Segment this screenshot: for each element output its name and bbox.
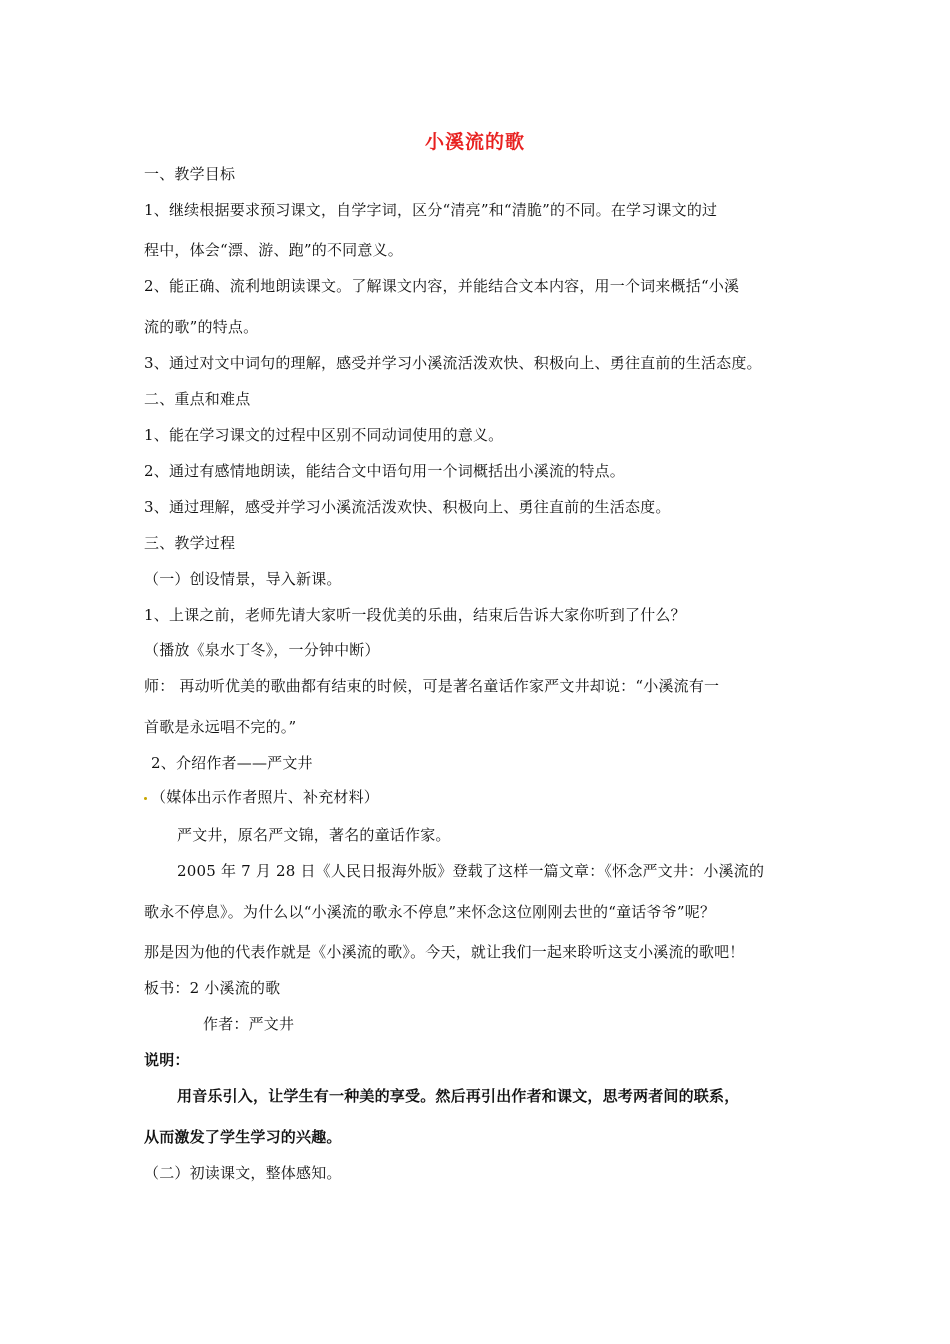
author-intro: 严文井，原名严文锦，著名的童话作家。 [177, 826, 451, 844]
article-line-3: 那是因为他的代表作就是《小溪流的歌》。今天，就让我们一起来聆听这支小溪流的歌吧！ [144, 943, 745, 961]
teacher-line-2: 首歌是永远唱不完的。” [144, 718, 297, 736]
teacher-line-1: 师： 再动听优美的歌曲都有结束的时候，可是著名童话作家严文井却说：“小溪流有一 [144, 677, 720, 695]
blackboard-title: 板书：2 小溪流的歌 [144, 979, 281, 997]
heading-teaching-process: 三、教学过程 [144, 534, 236, 552]
article-line-2: 歌永不停息》。为什么以“小溪流的歌永不停息”来怀念这位刚刚去世的“童话爷爷”呢？ [144, 903, 716, 921]
music-note: （播放《泉水丁冬》，一分钟中断） [144, 641, 380, 659]
heading-key-points: 二、重点和难点 [144, 390, 251, 408]
key-point-2: 2、通过有感情地朗读，能结合文中语句用一个词概括出小溪流的特点。 [144, 462, 625, 480]
key-point-3: 3、通过理解，感受并学习小溪流活泼欢快、积极向上、勇往直前的生活态度。 [144, 498, 671, 516]
article-line-1: 2005 年 7 月 28 日《人民日报海外版》登载了这样一篇文章：《怀念严文井：小溪流的 [177, 862, 765, 880]
explanation-label: 说明： [144, 1051, 190, 1069]
section-2-heading: （二）初读课文，整体感知。 [144, 1164, 342, 1182]
goal-2-line-1: 2、能正确、流利地朗读课文。了解课文内容，并能结合文本内容，用一个词来概括“小溪 [144, 277, 740, 295]
key-point-1: 1、能在学习课文的过程中区别不同动词使用的意义。 [144, 426, 504, 444]
heading-teaching-goals: 一、教学目标 [144, 165, 236, 183]
blackboard-author: 作者：严文井 [203, 1015, 295, 1033]
process-step-1: 1、上课之前，老师先请大家听一段优美的乐曲，结束后告诉大家你听到了什么？ [144, 606, 686, 624]
goal-1-line-2: 程中，体会“漂、游、跑”的不同意义。 [144, 241, 403, 259]
highlight-dot [144, 797, 147, 800]
process-step-2: 2、介绍作者——严文井 [151, 754, 313, 772]
explanation-line-2: 从而激发了学生学习的兴趣。 [144, 1128, 342, 1146]
goal-3: 3、通过对文中词句的理解，感受并学习小溪流活泼欢快、积极向上、勇往直前的生活态度。 [144, 354, 762, 372]
section-1-heading: （一）创设情景，导入新课。 [144, 570, 342, 588]
explanation-line-1: 用音乐引入，让学生有一种美的享受。然后再引出作者和课文，思考两者间的联系， [177, 1087, 740, 1105]
document-title: 小溪流的歌 [424, 131, 525, 153]
goal-2-line-2: 流的歌”的特点。 [144, 318, 259, 336]
goal-1-line-1: 1、继续根据要求预习课文，自学字词，区分“清亮”和“清脆”的不同。在学习课文的过 [144, 201, 718, 219]
media-note: （媒体出示作者照片、补充材料） [151, 788, 380, 806]
